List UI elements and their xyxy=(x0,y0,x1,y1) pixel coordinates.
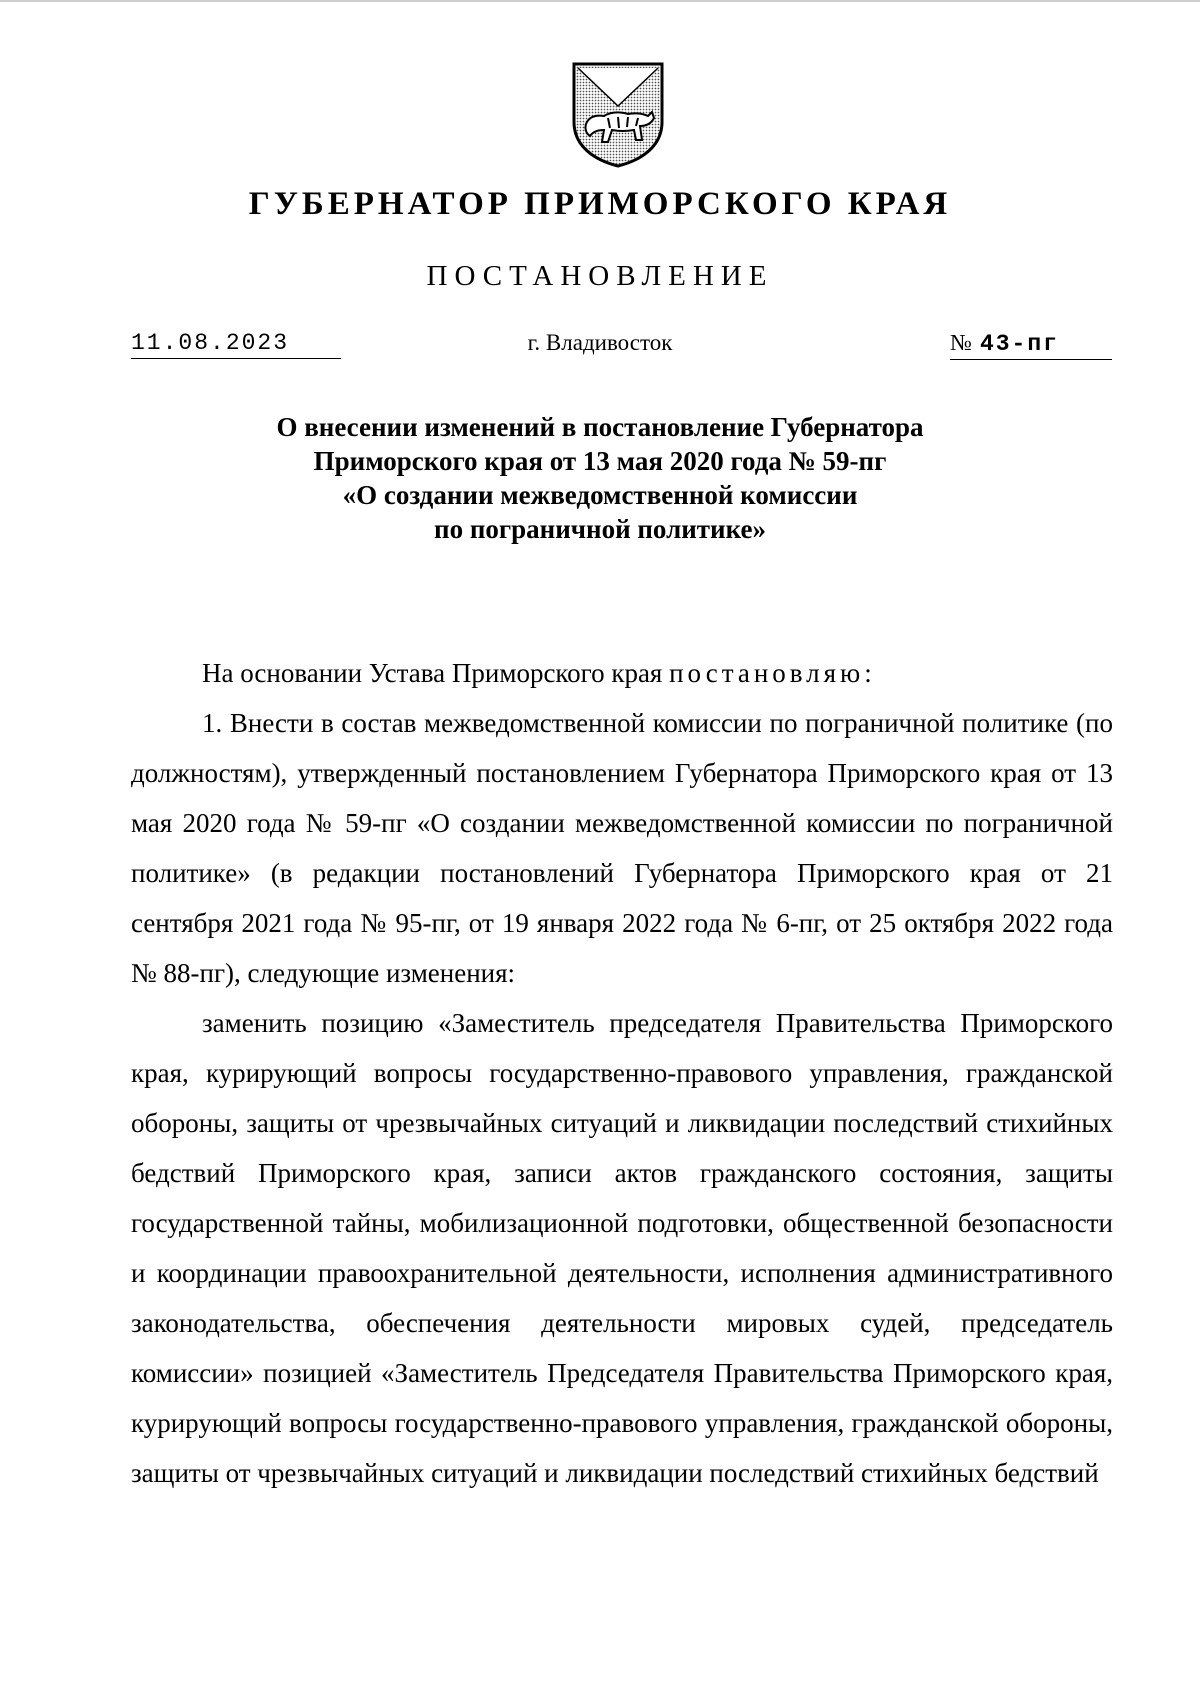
paragraph-1: 1. Внести в состав межведомственной комиссии по пограничной политике (по должностям), утвержденный постановлением Губернатора Приморского края от 13 мая 2020 года № 59-пг «О создании межведомственной комиссии по пограничной политике» (в редакции постановлений Губернатора Приморского края от 21 сентября 2021 года № 95-пг, от 19 января 2022 года № 6-пг, от 25 октября 2022 года № 88-пг), следующие изменения: xyxy=(131,708,1113,988)
issuing-authority: ГУБЕРНАТОР ПРИМОРСКОГО КРАЯ xyxy=(248,186,952,222)
number-sign: № xyxy=(950,330,972,355)
intro-text: На основании Устава Приморского края xyxy=(202,658,670,688)
document-title xyxy=(0,410,1200,546)
document-body xyxy=(131,648,1113,1498)
document-number xyxy=(950,328,1112,360)
document-type: ПОСТАНОВЛЕНИЕ xyxy=(426,260,774,292)
title-line: Приморского края от 13 мая 2020 года № 59-пг xyxy=(313,446,887,476)
title-line: «О создании межведомственной комиссии xyxy=(342,480,858,510)
document-meta-row xyxy=(0,328,1200,368)
title-line: по пограничной политике» xyxy=(434,514,766,544)
top-edge-line xyxy=(0,0,1200,2)
document-city: г. Владивосток xyxy=(527,330,673,355)
coat-of-arms-emblem xyxy=(570,60,666,170)
title-line: О внесении изменений в постановление Губернатора xyxy=(276,412,924,442)
decree-word: постановляю: xyxy=(669,658,876,688)
intro-paragraph xyxy=(131,648,1113,698)
document-date: 11.08.2023 xyxy=(131,328,341,359)
number-value: 43-пг xyxy=(979,331,1059,357)
paragraph-2: заменить позицию «Заместитель председателя Правительства Приморского края, курирующий вопросы государственно-правового управления, гражданской обороны, защиты от чрезвычайных ситуаций и ликвидации последствий стихийных бедствий Приморского края, записи актов гражданского состояния, защиты государственной тайны, мобилизационной подготовки, общественной безопасности и координации правоохранительной деятельности, исполнения административного законодательства, обеспечения деятельности мировых судей, председатель комиссии» позицией «Заместитель Председателя Правительства Приморского края, курирующий вопросы государственно-правового управления, гражданской обороны, защиты от чрезвычайных ситуаций и ликвидации последствий стихийных бедствий xyxy=(131,1008,1113,1488)
